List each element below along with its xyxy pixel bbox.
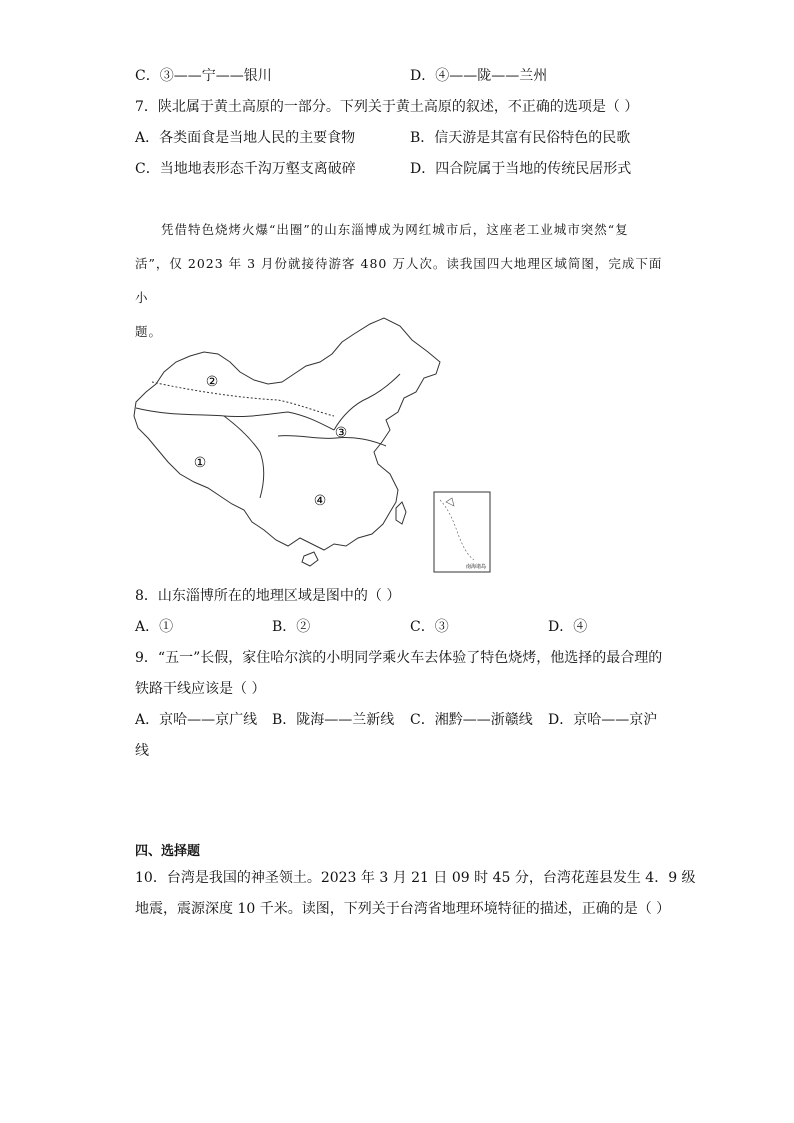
taiwan-outline — [396, 502, 406, 524]
q7-option-a: A．各类面食是当地人民的主要食物 — [135, 130, 356, 146]
q8-option-d: D．④ — [548, 619, 588, 635]
q6-option-d: D．④——陇——兰州 — [410, 68, 548, 84]
q9-stem-line-2: 铁路干线应该是（ ） — [135, 681, 266, 697]
boundary-northwest — [136, 408, 334, 430]
boundary-north-south — [278, 436, 386, 446]
china-outline — [134, 318, 440, 550]
q7-option-b: B．信天游是其富有民俗特色的民歌 — [410, 130, 631, 146]
q10-line-1: 10．台湾是我国的神圣领土。2023 年 3 月 21 日 09 时 45 分，台湾花莲县发生 4．9 级 — [135, 870, 696, 886]
q9-option-d: D．京哈——京沪 — [548, 712, 658, 728]
q9-stem-line-1: 9．“五一”长假，家住哈尔滨的小明同学乘火车去体验了特色烧烤，他选择的最合理的 — [135, 650, 663, 666]
q7-option-d: D．四合院属于当地的传统民居形式 — [410, 161, 632, 177]
south-china-sea-inset — [434, 492, 490, 572]
passage-line-3: 题。 — [135, 324, 163, 339]
hainan-outline — [302, 552, 318, 566]
map-label-region-4: ④ — [313, 493, 327, 509]
q8-option-b: B．② — [272, 619, 311, 635]
q7-option-c: C．当地地表形态千沟万壑支离破碎 — [135, 161, 356, 177]
q7-stem: 7．陕北属于黄土高原的一部分。下列关于黄土高原的叙述，不正确的选项是（ ） — [135, 99, 639, 115]
boundary-qinghai-tibet — [224, 416, 264, 498]
passage-line-1: 凭借特色烧烤火爆“出圈”的山东淄博成为网红城市后，这座老工业城市突然“复 — [161, 222, 629, 237]
boundary-great-wall — [152, 382, 334, 416]
inset-label: 南海诸岛 — [465, 564, 487, 570]
q6-option-c: C．③——宁——银川 — [135, 68, 272, 84]
q10-line-2: 地震，震源深度 10 千米。读图，下列关于台湾省地理环境特征的描述，正确的是（ ） — [135, 901, 671, 917]
q8-stem: 8．山东淄博所在的地理区域是图中的（ ） — [135, 588, 401, 604]
map-label-region-3: ③ — [334, 425, 348, 441]
section-4-title: 四、选择题 — [135, 844, 201, 859]
q9-option-a: A．京哈——京广线 — [135, 712, 258, 728]
q9-option-c: C．湘黔——浙赣线 — [410, 712, 533, 728]
q9-option-b: B．陇海——兰新线 — [272, 712, 395, 728]
map-label-region-1: ① — [193, 455, 207, 471]
china-regions-map — [128, 312, 498, 577]
q9-option-d-wrap: 线 — [135, 743, 149, 759]
q8-option-c: C．③ — [410, 619, 449, 635]
map-label-region-2: ② — [205, 374, 219, 390]
boundary-north — [334, 374, 400, 430]
passage-line-2: 活”，仅 2023 年 3 月份就接待游客 480 万人次。读我国四大地理区域简图，完成下面小 — [135, 256, 663, 305]
q8-option-a: A．① — [135, 619, 174, 635]
